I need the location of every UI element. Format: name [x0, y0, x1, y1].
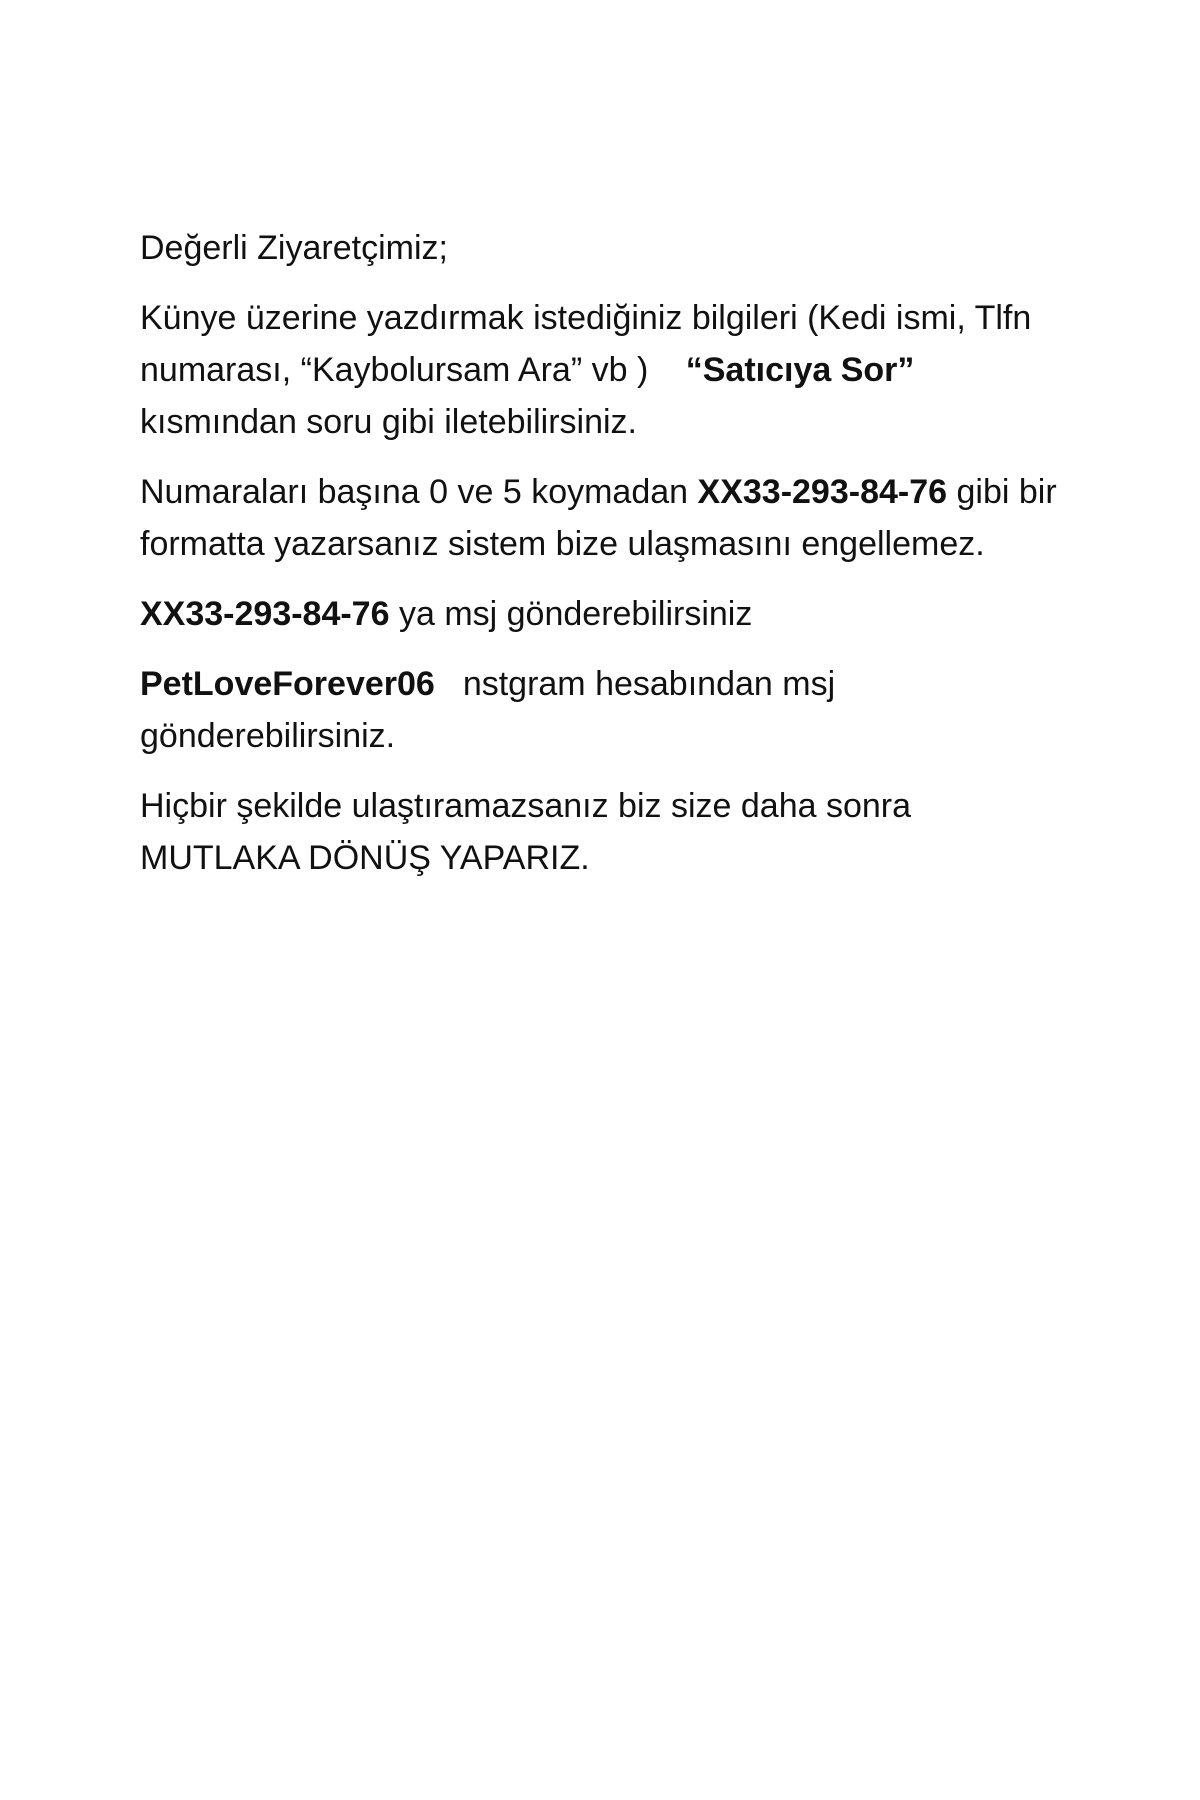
callback-emphasis: MUTLAKA DÖNÜŞ YAPARIZ.	[140, 839, 590, 877]
phone-number: XX33-293-84-76	[140, 595, 390, 633]
paragraph-callback	[140, 780, 1060, 884]
number-format-text: Numaraları başına 0 ve 5 koymadan	[140, 473, 689, 511]
instagram-text: nstgram hesabından msj gönderebilirsiniz.	[140, 665, 836, 755]
paragraph-instagram	[140, 658, 1060, 762]
paragraph-phone-contact	[140, 588, 1060, 640]
label-info-text: Künye üzerine yazdırmak istediğiniz bilgileri (Kedi ismi, Tlfn numarası, “Kaybolursam Ara” vb )	[140, 299, 1032, 389]
paragraph-number-format	[140, 466, 1060, 570]
notice-document	[140, 222, 1060, 902]
phone-contact-text: ya msj gönderebilirsiniz	[398, 595, 753, 633]
instagram-handle: PetLoveForever06	[140, 665, 435, 703]
greeting-text: Değerli Ziyaretçimiz;	[140, 229, 448, 267]
label-info-text-end: kısmından soru gibi iletebilirsiniz.	[140, 403, 637, 441]
phone-number: XX33-293-84-76	[697, 473, 948, 511]
number-format-text-end: gibi bir formatta yazarsanız sistem bize ulaşmasını engellemez.	[140, 473, 1057, 563]
callback-text: Hiçbir şekilde ulaştıramazsanız biz size daha sonra	[140, 787, 912, 825]
ask-seller-label: “Satıcıya Sor”	[685, 351, 915, 389]
greeting	[140, 222, 1060, 274]
paragraph-label-info	[140, 292, 1060, 448]
